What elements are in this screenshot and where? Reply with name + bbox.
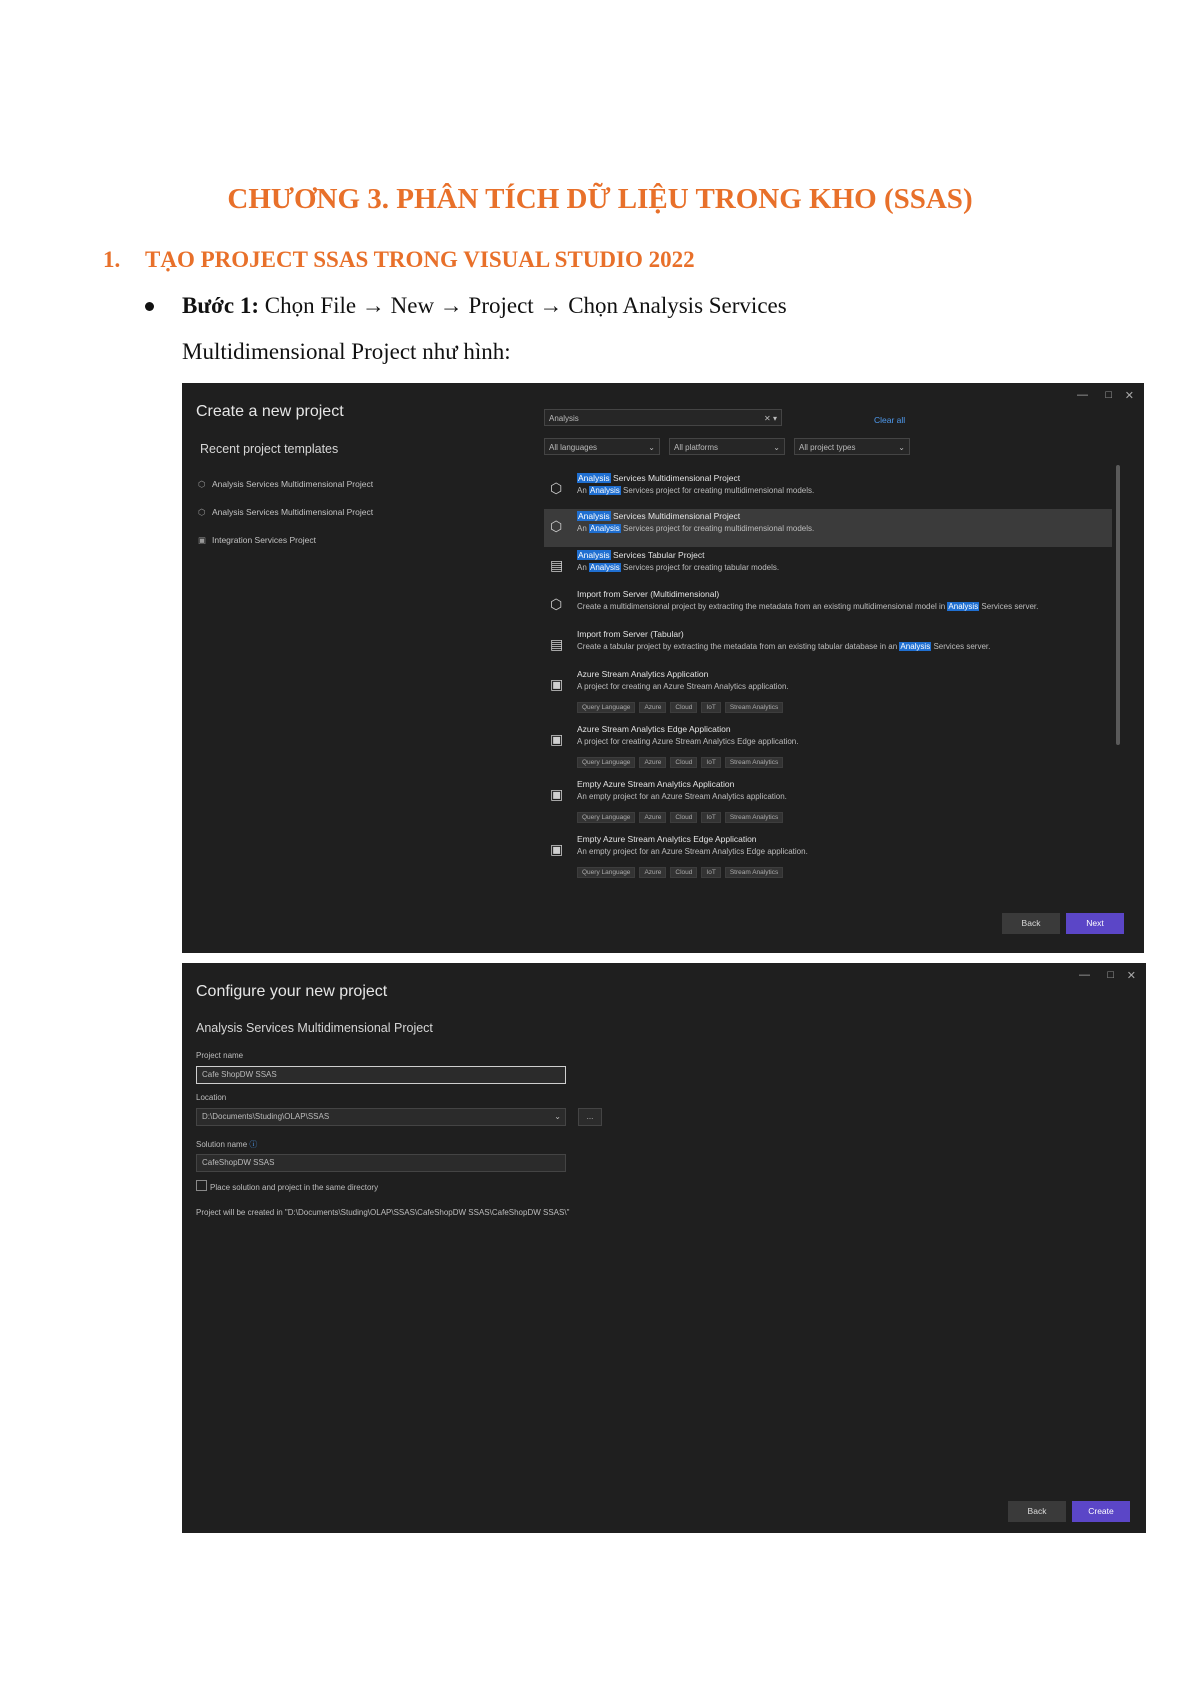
chevron-down-icon: ⌄ [648, 443, 655, 452]
stream-icon: ▣ [550, 786, 564, 802]
tag-badge: Query Language [577, 757, 635, 768]
chevron-down-icon: ⌄ [898, 443, 905, 452]
next-button[interactable]: Next [1066, 913, 1124, 934]
template-description: Create a tabular project by extracting the metadata from an existing tabular database in an Analysis Services server. [577, 642, 991, 651]
close-icon[interactable]: ✕ [1126, 970, 1136, 982]
table-icon: ▤ [550, 557, 564, 573]
tag-badge: IoT [701, 757, 720, 768]
maximize-icon[interactable]: □ [1107, 969, 1114, 981]
recent-item[interactable]: ▣ Integration Services Project [198, 535, 316, 545]
tag-badge: Stream Analytics [725, 867, 783, 878]
template-title: Azure Stream Analytics Application [577, 669, 709, 679]
template-item[interactable] [544, 587, 1112, 625]
cube-icon: ⬡ [550, 480, 563, 496]
section-number: 1. [103, 247, 121, 272]
tag-badge: Stream Analytics [725, 757, 783, 768]
section-title: TẠO PROJECT SSAS TRONG VISUAL STUDIO 2022 [145, 247, 695, 272]
template-description: An empty project for an Azure Stream Analytics application. [577, 792, 787, 801]
search-input[interactable]: Analysis ✕ ▾ [544, 409, 782, 426]
template-title: Analysis Services Tabular Project [578, 550, 705, 560]
project-name-input[interactable]: Cafe ShopDW SSAS [196, 1066, 566, 1084]
template-description: An Analysis Services project for creating multidimensional models. [577, 524, 815, 533]
template-tags [577, 861, 787, 879]
tag-badge: Stream Analytics [725, 812, 783, 823]
template-item[interactable] [544, 471, 1112, 509]
template-title: Analysis Services Multidimensional Project [578, 473, 741, 483]
checkbox[interactable] [196, 1180, 207, 1191]
template-description: Create a multidimensional project by extracting the metadata from an existing multidimensional model in Analysis Services server. [577, 602, 1039, 611]
back-button[interactable]: Back [1008, 1501, 1066, 1522]
cube-icon: ⬡ [550, 518, 563, 534]
project-type-filter[interactable]: All project types ⌄ [794, 438, 910, 455]
template-title: Import from Server (Tabular) [577, 629, 684, 639]
template-item[interactable] [544, 777, 1112, 821]
step-text-line2: Multidimensional Project như hình: [182, 339, 511, 364]
template-item[interactable] [544, 509, 1112, 547]
platform-filter[interactable]: All platforms ⌄ [669, 438, 785, 455]
cube-icon: ⬡ [198, 479, 206, 489]
maximize-icon[interactable]: □ [1105, 389, 1112, 401]
cube-icon: ⬡ [198, 507, 206, 517]
tag-badge: Cloud [670, 757, 697, 768]
tag-badge: Cloud [670, 867, 697, 878]
package-icon: ▣ [198, 535, 207, 545]
template-item[interactable] [544, 667, 1112, 711]
recent-item[interactable]: ⬡ Analysis Services Multidimensional Project [198, 479, 374, 489]
template-description: An Analysis Services project for creating tabular models. [577, 563, 780, 572]
path-note: Project will be created in "D:\Documents\Studing\OLAP\SSAS\CafeShopDW SSAS\CafeShopDW SSAS\" [196, 1208, 570, 1217]
language-filter[interactable]: All languages ⌄ [544, 438, 660, 455]
tag-badge: Azure [639, 867, 666, 878]
back-button[interactable]: Back [1002, 913, 1060, 934]
template-title: Analysis Services Multidimensional Project [578, 511, 741, 521]
info-icon: ⓘ [249, 1140, 258, 1149]
table-icon: ▤ [550, 636, 564, 652]
chevron-down-icon: ⌄ [554, 1112, 561, 1121]
chapter-title: CHƯƠNG 3. PHÂN TÍCH DỮ LIỆU TRONG KHO (SSAS) [227, 183, 973, 215]
tag-badge: IoT [701, 867, 720, 878]
configure-project-window [182, 963, 1146, 1533]
solution-name-label: Solution name ⓘ [196, 1140, 258, 1149]
template-tags [577, 806, 787, 824]
recent-item[interactable]: ⬡ Analysis Services Multidimensional Project [198, 507, 374, 517]
template-tags [577, 696, 787, 714]
template-item[interactable] [544, 627, 1112, 665]
tag-badge: Azure [639, 702, 666, 713]
clear-all-link[interactable]: Clear all [874, 415, 906, 425]
create-project-window [182, 383, 1144, 953]
template-title: Azure Stream Analytics Edge Application [577, 724, 731, 734]
project-name-label: Project name [196, 1051, 244, 1060]
stream-icon: ▣ [550, 731, 564, 747]
tag-badge: Query Language [577, 702, 635, 713]
step-text: Chọn File → New → Project → Chọn Analysis Services [264, 293, 787, 318]
solution-name-input[interactable]: CafeShopDW SSAS [196, 1154, 566, 1172]
template-description: An empty project for an Azure Stream Analytics Edge application. [577, 847, 808, 856]
recent-heading: Recent project templates [200, 442, 339, 456]
tag-badge: Cloud [670, 812, 697, 823]
minimize-icon[interactable]: — [1079, 969, 1090, 981]
same-directory-option[interactable]: Place solution and project in the same directory [196, 1180, 378, 1192]
template-description: An Analysis Services project for creating multidimensional models. [577, 486, 815, 495]
step-label: Bước 1: [182, 293, 259, 318]
scrollbar[interactable] [1116, 465, 1120, 745]
create-button[interactable]: Create [1072, 1501, 1130, 1522]
tag-badge: Azure [639, 757, 666, 768]
template-tags [577, 751, 787, 769]
tag-badge: Cloud [670, 702, 697, 713]
location-label: Location [196, 1093, 227, 1102]
section-heading [103, 247, 695, 273]
bullet [145, 302, 154, 311]
template-item[interactable] [544, 722, 1112, 766]
template-description: A project for creating an Azure Stream Analytics application. [577, 682, 789, 691]
template-description: A project for creating Azure Stream Analytics Edge application. [577, 737, 799, 746]
template-title: Empty Azure Stream Analytics Edge Application [577, 834, 757, 844]
tag-badge: IoT [701, 812, 720, 823]
stream-icon: ▣ [550, 676, 564, 692]
tag-badge: Query Language [577, 867, 635, 878]
minimize-icon[interactable]: — [1077, 389, 1088, 401]
tag-badge: IoT [701, 702, 720, 713]
stream-icon: ▣ [550, 841, 564, 857]
template-item[interactable] [544, 832, 1112, 876]
template-title: Empty Azure Stream Analytics Application [577, 779, 735, 789]
tag-badge: Query Language [577, 812, 635, 823]
location-select[interactable]: D:\Documents\Studing\OLAP\SSAS ⌄ [196, 1108, 566, 1126]
window-title: Create a new project [196, 403, 344, 420]
project-type-subtitle: Analysis Services Multidimensional Project [196, 1021, 433, 1035]
template-item[interactable] [544, 548, 1112, 586]
clear-search-icon[interactable]: ✕ ▾ [764, 414, 777, 423]
close-icon[interactable]: ✕ [1124, 390, 1134, 402]
chevron-down-icon: ⌄ [773, 443, 780, 452]
cube-icon: ⬡ [550, 596, 563, 612]
window-title: Configure your new project [196, 983, 388, 1000]
browse-button[interactable]: ... [578, 1108, 602, 1126]
tag-badge: Azure [639, 812, 666, 823]
tag-badge: Stream Analytics [725, 702, 783, 713]
template-title: Import from Server (Multidimensional) [577, 589, 720, 599]
